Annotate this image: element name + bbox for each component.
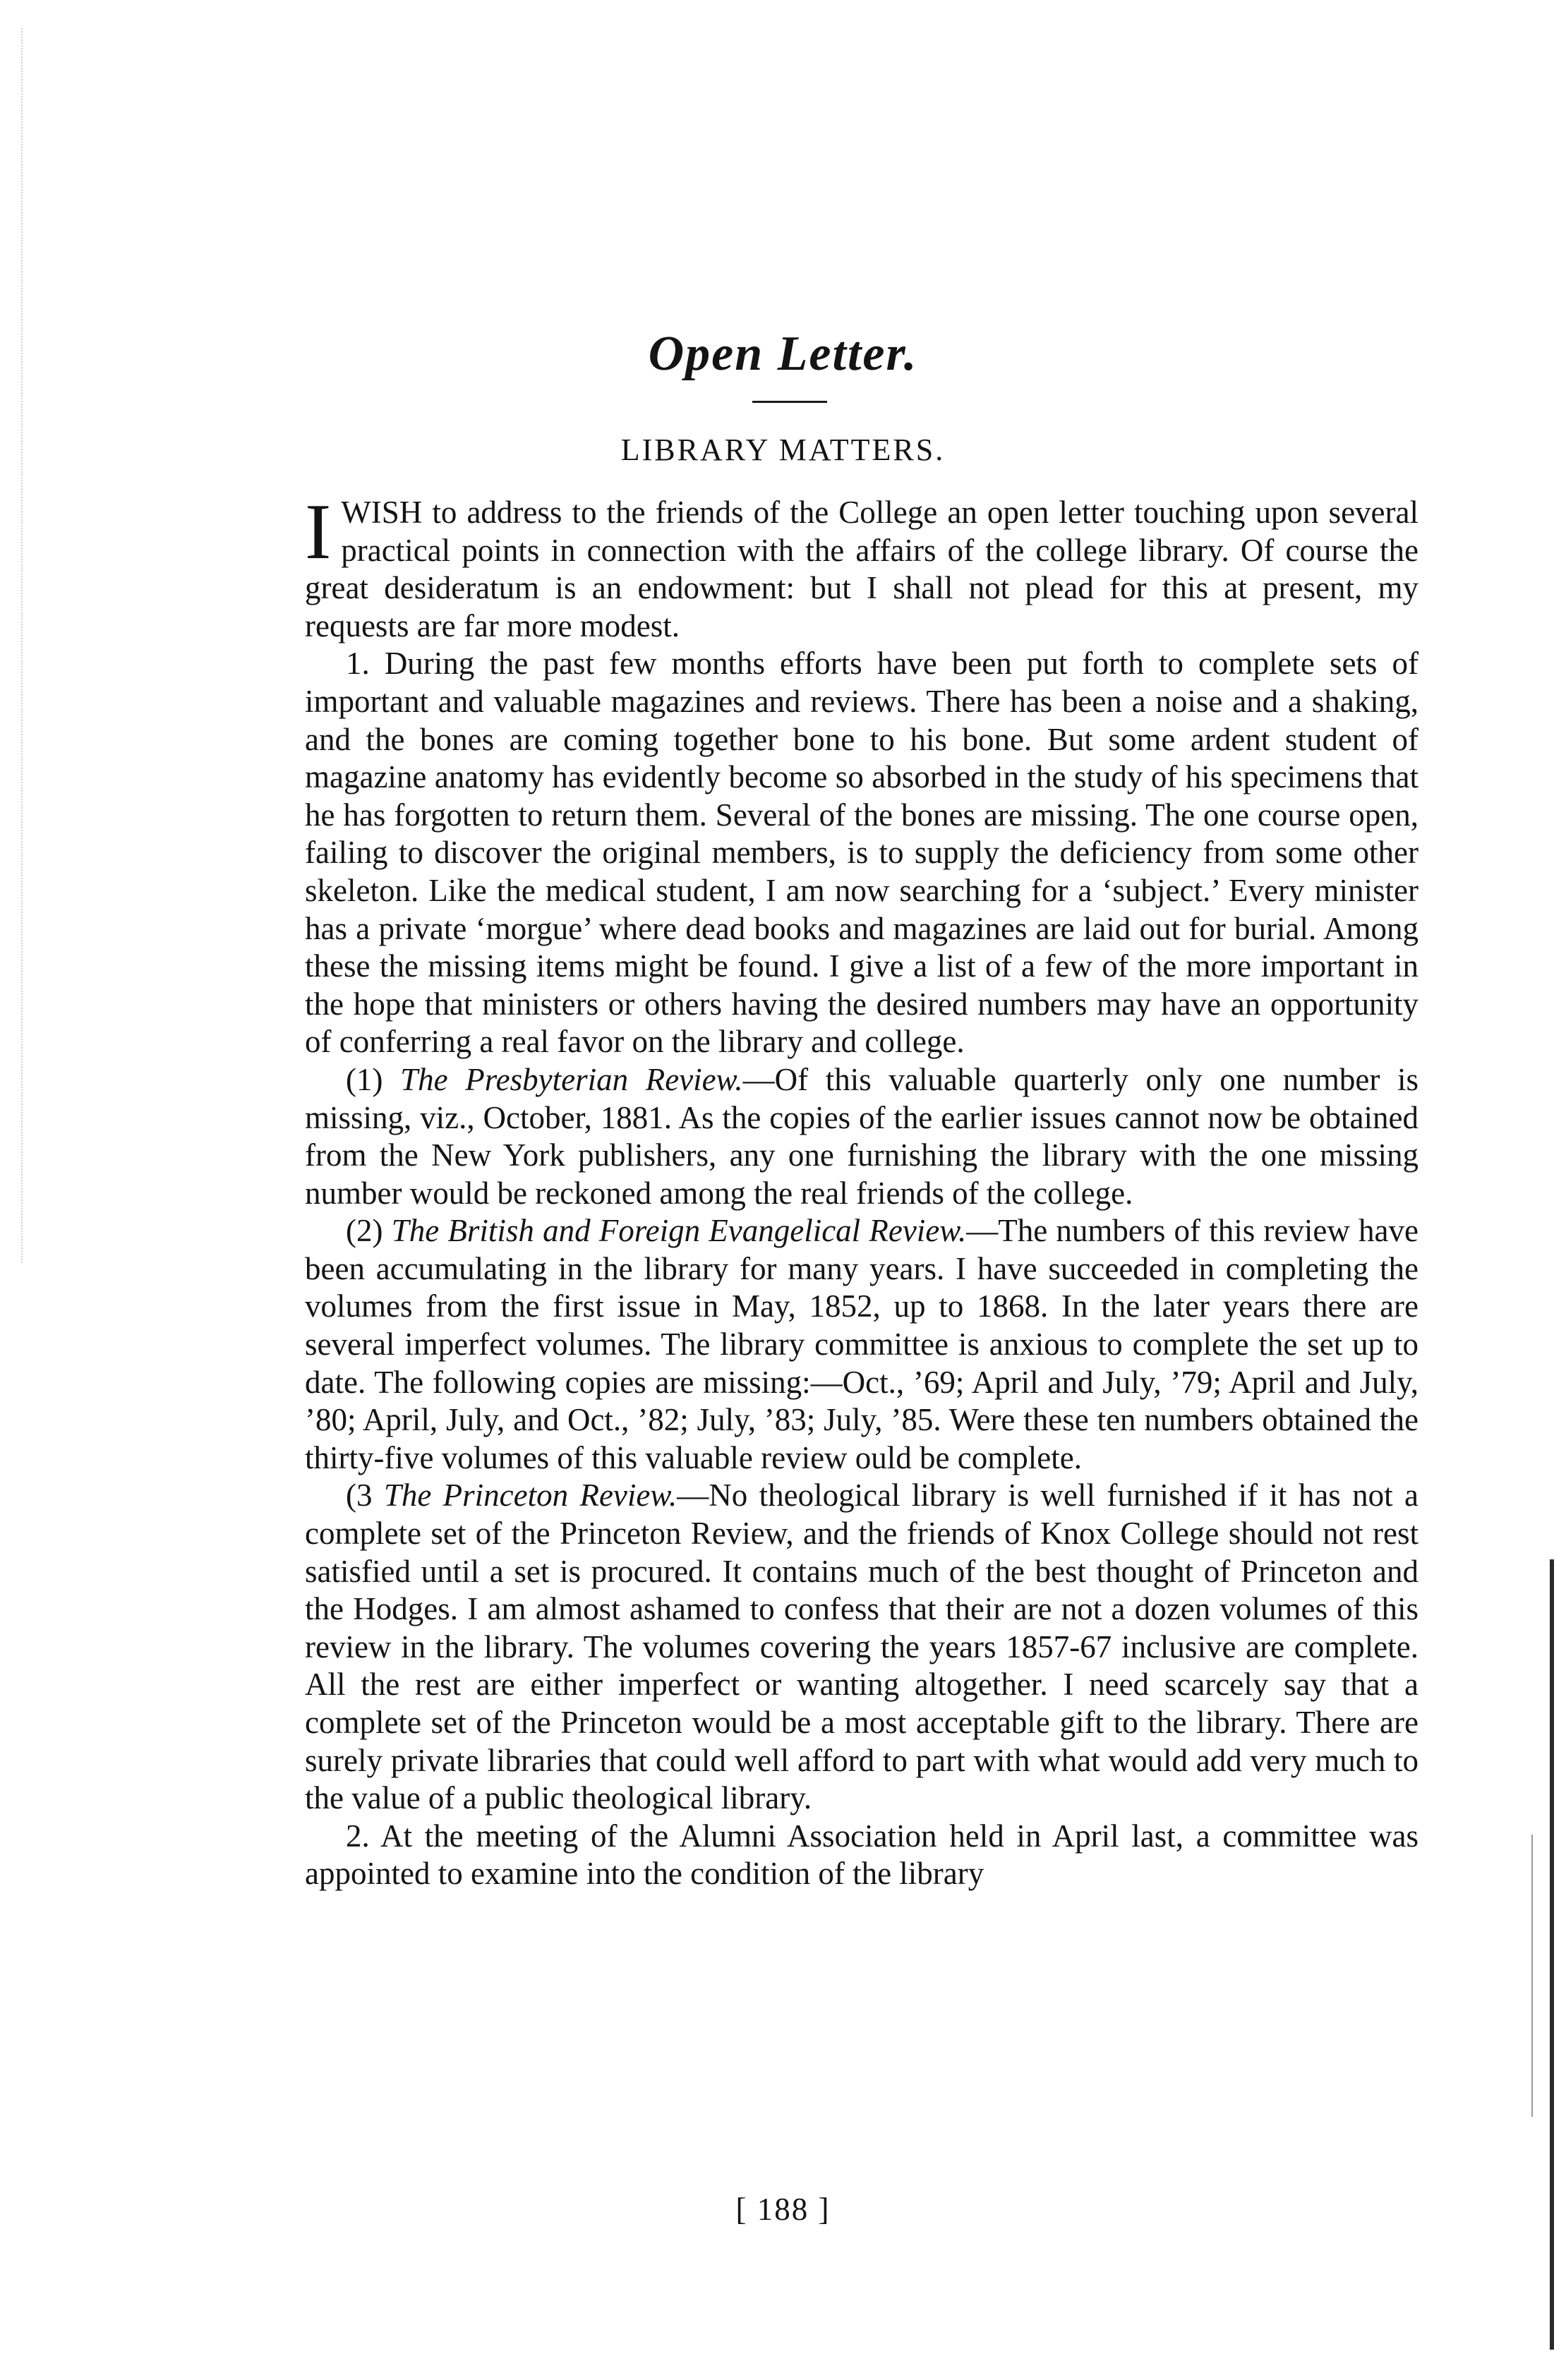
article-body bbox=[305, 488, 1419, 1893]
opening-text: WISH to address to the friends of the College an open letter touching upon several practical points in connection with the affairs of the college library. Of course the great desideratum is an endowment: but I shall not plead for this at present, my requests are far more modest. bbox=[305, 495, 1419, 644]
paragraph bbox=[305, 1818, 1419, 1893]
paragraph-text: —No theological library is well furnished if it has not a complete set of the Princeton Review, and the friends of Knox College should not rest satisfied until a set is procured. It contains much of the best thought of Princeton and the Hodges. I am almost ashamed to confess that their are not a dozen volumes of this review in the library. The volumes covering the years 1857-67 inclusive are complete. All the rest are either imperfect or wanting altogether. I need scarcely say that a complete set of the Princeton would be a most acceptable gift to the library. There are surely private libraries that could well afford to part with what would add very much to the value of a public theological library. bbox=[305, 1478, 1419, 1816]
review-title: The British and Foreign Evangelical Review. bbox=[391, 1213, 967, 1249]
review-title: The Presbyterian Review. bbox=[400, 1061, 743, 1097]
paragraph-lead: (3 bbox=[346, 1478, 384, 1514]
paragraph-text: 1. During the past few months efforts have been put forth to complete sets of important and valuable magazines and reviews. There has been a noise and a shaking, and the bones are coming together bone to his bone. But some ardent student of magazine anatomy has evidently become so absorbed in the study of his specimens that he has forgotten to return them. Several of the bones are missing. The one course open, failing to discover the original members, is to supply the deficiency from some other skeleton. Like the medical student, I am now searching for a ‘subject.’ Every minister has a private ‘morgue’ where dead books and magazines are laid out for burial. Among these the missing items might be found. I give a list of a few of the more important in the hope that ministers or others having the desired numbers may have an opportunity of conferring a real favor on the library and college. bbox=[305, 646, 1419, 1060]
paragraph bbox=[305, 1477, 1419, 1817]
paragraph-lead: (1) bbox=[346, 1061, 401, 1097]
right-margin-scan-edge bbox=[1550, 1559, 1554, 2350]
page-number: [ 188 ] bbox=[735, 2192, 831, 2227]
paragraph bbox=[305, 645, 1419, 1061]
heading-rule bbox=[752, 401, 827, 403]
review-title: The Princeton Review. bbox=[383, 1478, 677, 1514]
paragraph-text: —The numbers of this review have been accumulating in the library for many years. I have succeeded in completing the volumes from the first issue in May, 1852, up to 1868. In the later years there are several imperfect volumes. The library committee is anxious to complete the set up to date. The following copies are missing:—Oct., ’69; April and July, ’79; April and July, ’80; April, July, and Oct., ’82; July, ’83; July, ’85. Were these ten numbers obtained the thirty-five volumes of this valuable review ould be complete. bbox=[305, 1213, 1419, 1475]
left-margin-scan-marks bbox=[21, 28, 34, 1263]
right-margin-scan-line bbox=[1531, 1835, 1533, 2117]
paragraph-text: 2. At the meeting of the Alumni Association held in April last, a committee was appointed to examine into the condition of the library bbox=[305, 1818, 1419, 1892]
paragraph-text: —Of this valuable quarterly only one number is missing, viz., October, 1881. As the copies of the earlier issues cannot now be obtained from the New York publishers, any one furnishing the library with the one missing number would be reckoned among the real friends of the college. bbox=[305, 1061, 1419, 1211]
opening-paragraph bbox=[305, 488, 1419, 645]
page-heading: Open Letter. bbox=[648, 327, 918, 381]
paragraph bbox=[305, 1061, 1419, 1212]
paragraph bbox=[305, 1212, 1419, 1477]
article-title: LIBRARY MATTERS. bbox=[620, 433, 946, 467]
paragraph-lead: (2) bbox=[346, 1213, 392, 1249]
drop-cap: I bbox=[305, 488, 332, 576]
